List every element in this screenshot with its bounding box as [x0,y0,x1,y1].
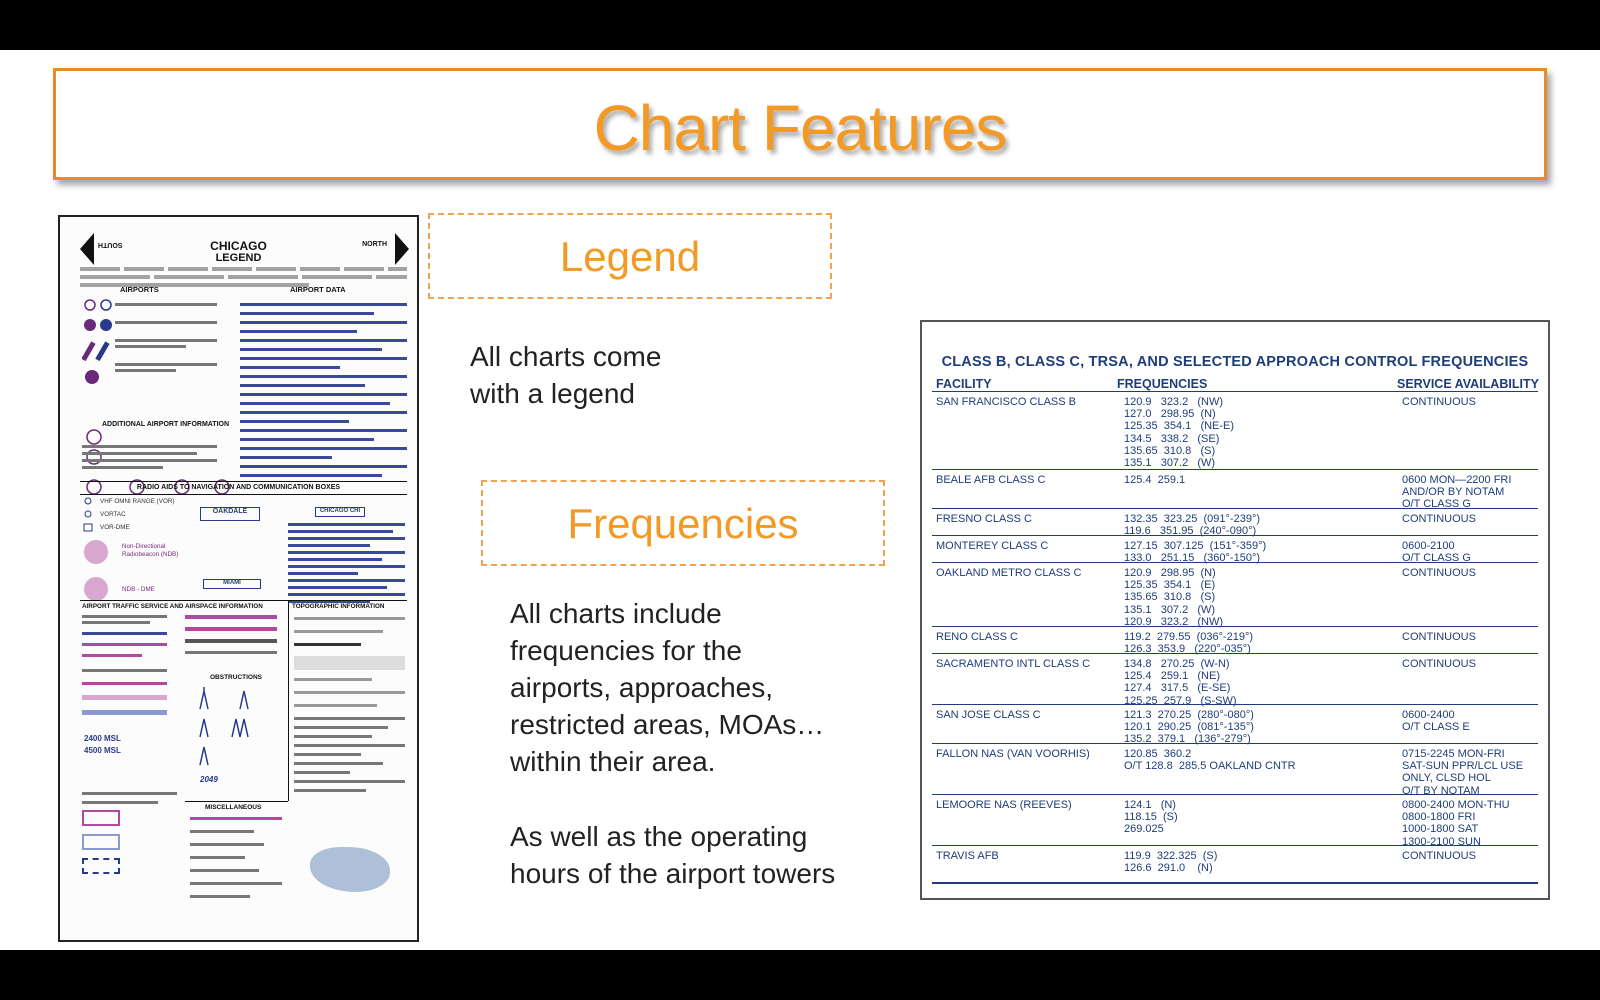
legend-obstruction-symbols [192,687,282,787]
legend-chicago-label: CHICAGO CHI [319,508,361,514]
hours-text-line: As well as the operating [510,821,808,852]
legend-topo-notes [294,617,405,792]
frequencies-cell: 120.9 298.95 (N) 125.35 354.1 (E) 135.65 310.8 (S) 135.1 307.2 (W) 120.9 323.2 (NW) [1124,567,1224,628]
legend-radio-heading: RADIO AIDS TO NAVIGATION AND COMMUNICATION BOXES [136,484,341,491]
facility-cell: SAN FRANCISCO CLASS B [936,396,1076,408]
legend-divider [185,801,288,802]
frequencies-description [510,595,824,780]
hours-text-line: hours of the airport towers [510,858,836,889]
legend-misc-heading: MISCELLANEOUS [205,804,262,811]
legend-msl-2: 4500 MSL [84,746,121,755]
table-row [932,794,1538,848]
facility-cell: RENO CLASS C [936,631,1018,643]
legend-obstructions-heading: OBSTRUCTIONS [210,674,262,681]
frequencies-cell: 120.9 323.2 (NW) 127.0 298.95 (N) 125.35 354.1 (NE-E) 134.5 338.2 (SE) 135.65 310.8 (S) 135.1 307.2 (W) [1124,396,1235,470]
legend-traffic-heading: AIRPORT TRAFFIC SERVICE AND AIRSPACE INFORMATION [82,603,263,610]
service-cell: 0715-2245 MON-FRI SAT-SUN PPR/LCL USE ONLY, CLSD HOL O/T BY NOTAM [1402,748,1524,797]
legend-vortac: VORTAC [100,511,126,518]
table-row [932,469,1538,511]
facility-cell: LEMOORE NAS (REEVES) [936,799,1072,811]
legend-ndb: Non-Directional Radiobeacon (NDB) [122,543,179,558]
table-row [932,845,1538,882]
frequency-table-image [920,320,1550,900]
legend-left-notes [82,445,217,469]
legend-miami-label: MIAMI [223,580,241,586]
legend-divider [80,481,407,482]
legend-callout-label: Legend [559,233,701,280]
legend-vordme: VOR-DME [100,524,130,531]
legend-title: LEGEND [215,252,262,264]
facility-cell: SAN JOSE CLASS C [936,709,1041,721]
legend-airports-heading: AIRPORTS [120,285,159,294]
table-row [932,743,1538,797]
freq-text-line: airports, approaches, [510,672,774,703]
legend-comm-notes [288,523,405,603]
facility-cell: SACRAMENTO INTL CLASS C [936,658,1091,670]
legend-misc-notes [190,817,282,898]
frequencies-callout [481,480,885,566]
hours-description [510,818,835,892]
table-bottom-rule [932,882,1538,884]
frequencies-cell: 134.8 270.25 (W-N) 125.4 259.1 (NE) 127.4 317.5 (E-SE) 125.25 257.9 (S-SW) [1124,658,1237,707]
legend-vor: VHF OMNI RANGE (VOR) [100,498,175,505]
frequency-table-title: CLASS B, CLASS C, TRSA, AND SELECTED APPROACH CONTROL FREQUENCIES [941,354,1529,370]
freq-text-line: restricted areas, MOAs… [510,709,825,740]
freq-text-line: within their area. [510,746,716,777]
legend-title-city: CHICAGO [210,239,267,253]
legend-airport-data-heading: AIRPORT DATA [290,285,346,294]
legend-airport-notes [115,303,217,372]
header-service: SERVICE AVAILABILITY [1397,377,1539,391]
legend-navaid-symbols [82,497,122,607]
frequencies-cell: 121.3 270.25 (280°-080°) 120.1 290.25 (081°-135°) 135.2 379.1 (136°-279°) [1124,709,1254,746]
facility-cell: BEALE AFB CLASS C [936,474,1046,486]
facility-cell: OAKLAND METRO CLASS C [936,567,1082,579]
legend-column-divider [288,601,289,801]
legend-description [470,338,661,412]
legend-chicago-box [315,507,365,517]
header-facility: FACILITY [936,377,992,391]
legend-topo-heading: TOPOGRAPHIC INFORMATION [292,603,385,610]
legend-north-label: NORTH [362,241,387,248]
frequencies-cell: 119.2 279.55 (036°-219°) 126.3 353.9 (220°-035°) [1124,631,1254,656]
service-cell: CONTINUOUS [1402,396,1476,408]
table-row [932,508,1538,538]
legend-divider [80,494,407,495]
frequencies-cell: 120.85 360.2 O/T 128.8 285.5 OAKLAND CNTR [1124,748,1296,773]
service-cell: CONTINUOUS [1402,631,1476,643]
legend-callout [428,213,832,299]
facility-cell: MONTEREY CLASS C [936,540,1049,552]
frequencies-callout-label: Frequencies [567,500,799,547]
table-row [932,653,1538,707]
freq-text-line: frequencies for the [510,635,742,666]
legend-text-line: All charts come [470,341,662,372]
legend-lake-drawing [310,847,390,892]
legend-special-use-notes [185,615,277,666]
service-cell: 0800-2400 MON-THU 0800-1800 FRI 1000-1800 SAT 1300-2100 SUN [1402,799,1510,848]
table-row [932,391,1538,469]
service-cell: CONTINUOUS [1402,513,1476,525]
frequencies-cell: 119.9 322.325 (S) 126.6 291.0 (N) [1124,850,1218,875]
table-row [932,704,1538,746]
frequencies-cell: 127.15 307.125 (151°-359°) 133.0 251.15 (360°-150°) [1124,540,1267,565]
legend-text-line: with a legend [470,378,636,409]
service-cell: 0600 MON—2200 FRI AND/OR BY NOTAM O/T CLASS G [1402,474,1512,511]
service-cell: 0600-2400 O/T CLASS E [1402,709,1470,734]
legend-intro-text [80,265,407,287]
service-cell: 0600-2100 O/T CLASS G [1402,540,1471,565]
legend-airport-data-notes [240,301,407,477]
frequencies-cell: 125.4 259.1 [1124,474,1186,486]
freq-text-line: All charts include [510,598,722,629]
frequencies-cell: 132.35 323.25 (091°-239°) 119.6 351.95 (240°-090°) [1124,513,1261,538]
legend-obstruction-elevation: 2049 [200,775,218,784]
chart-legend-image [58,215,419,942]
table-row [932,626,1538,656]
slide-title: Chart Features [593,92,1007,164]
title-box [53,68,1547,180]
facility-cell: TRAVIS AFB [936,850,999,862]
table-row [932,562,1538,626]
legend-oakdale-label: OAKDALE [212,508,248,515]
slide [0,50,1600,950]
legend-bottom-left-notes [82,792,177,874]
legend-airspace-notes [82,615,167,725]
service-cell: CONTINUOUS [1402,850,1476,862]
legend-divider [80,600,407,601]
legend-oakdale-box [200,507,260,521]
legend-additional-heading: ADDITIONAL AIRPORT INFORMATION [102,421,230,428]
service-cell: CONTINUOUS [1402,658,1476,670]
legend-miami-box [203,579,261,589]
frequencies-cell: 124.1 (N) 118.15 (S) 269.025 [1124,799,1178,836]
table-row [932,535,1538,565]
legend-msl-1: 2400 MSL [84,734,121,743]
legend-ndbdme: NDB - DME [122,586,155,593]
service-cell: CONTINUOUS [1402,567,1476,579]
facility-cell: FALLON NAS (VAN VOORHIS) [936,748,1090,760]
legend-south-label: SOUTH [98,241,123,248]
header-frequencies: FREQUENCIES [1117,377,1208,391]
facility-cell: FRESNO CLASS C [936,513,1032,525]
